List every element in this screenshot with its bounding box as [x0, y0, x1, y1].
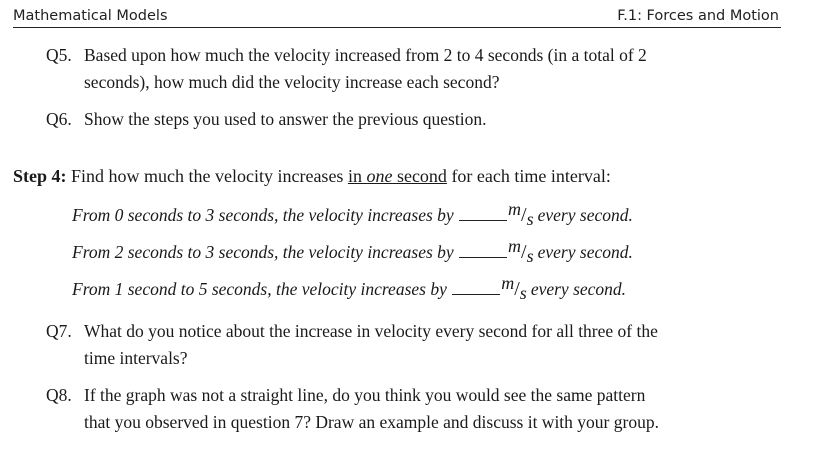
interval-row	[72, 199, 633, 229]
question-text-line: If the graph was not a straight line, do you think you would see the same pattern	[84, 385, 646, 405]
interval-text: From 2 seconds to 3 seconds, the velocity increases by	[72, 242, 459, 262]
interval-text: From 0 seconds to 3 seconds, the velocity increases by	[72, 205, 459, 225]
question-text-line: time intervals?	[84, 348, 188, 368]
interval-suffix: every second.	[530, 279, 627, 299]
question-q8	[46, 382, 791, 436]
course-title: Mathematical Models	[13, 8, 168, 24]
unit-slash: /	[521, 241, 527, 263]
unit-denominator: s	[526, 246, 534, 266]
unit-meters-per-second	[508, 236, 534, 266]
question-text-line: that you observed in question 7? Draw an example and discuss it with your group.	[84, 412, 659, 432]
question-text-line: seconds), how much did the velocity increase each second?	[84, 72, 500, 92]
question-number: Q6.	[46, 109, 72, 129]
step-text: Find how much the velocity increases	[66, 166, 348, 186]
question-q7	[46, 318, 791, 372]
step-emphasis-part: in	[347, 166, 367, 186]
answer-blank[interactable]	[459, 243, 507, 258]
question-text-line: Based upon how much the velocity increased from 2 to 4 seconds (in a total of 2	[84, 45, 647, 65]
unit-numerator: m	[501, 273, 515, 293]
question-number: Q8.	[46, 385, 72, 405]
answer-blank[interactable]	[452, 280, 500, 295]
unit-slash: /	[514, 278, 520, 300]
question-q6	[46, 106, 791, 133]
step-label: Step 4:	[13, 166, 67, 186]
question-number: Q7.	[46, 321, 72, 341]
question-text-line: What do you notice about the increase in velocity every second for all three of the	[84, 321, 658, 341]
unit-numerator: m	[508, 199, 522, 219]
question-text-line: Show the steps you used to answer the previous question.	[84, 109, 487, 129]
unit-meters-per-second	[508, 199, 534, 229]
unit-denominator: s	[519, 283, 527, 303]
step-emphasis-italic: one	[366, 166, 393, 186]
interval-text: From 1 second to 5 seconds, the velocity increases by	[72, 279, 452, 299]
unit-slash: /	[521, 204, 527, 226]
interval-suffix: every second.	[537, 205, 633, 225]
step-emphasis-part: second	[392, 166, 447, 186]
question-number: Q5.	[46, 45, 72, 65]
section-title: F.1: Forces and Motion	[617, 8, 779, 24]
answer-blank[interactable]	[459, 206, 507, 221]
question-q5	[46, 42, 791, 96]
step-4-instruction	[13, 166, 611, 187]
page-header	[13, 6, 781, 28]
interval-row	[72, 273, 627, 303]
unit-meters-per-second	[501, 273, 527, 303]
unit-numerator: m	[508, 236, 522, 256]
interval-suffix: every second.	[537, 242, 633, 262]
step-text-end: for each time interval:	[446, 166, 611, 186]
interval-row	[72, 236, 633, 266]
step-emphasis	[348, 166, 447, 186]
unit-denominator: s	[526, 209, 534, 229]
